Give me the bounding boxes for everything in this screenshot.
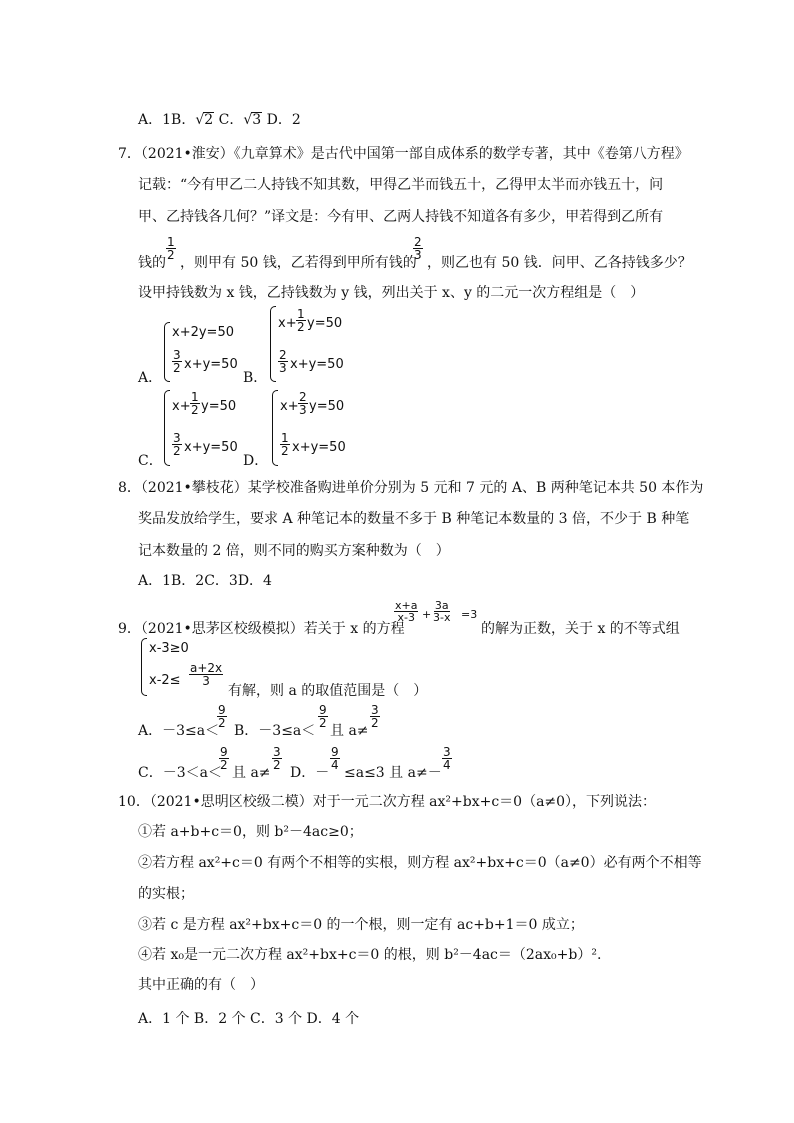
denominator: 2	[371, 716, 379, 730]
numerator: 9	[319, 703, 327, 717]
q7-option-d-frac1	[298, 391, 308, 416]
numerator: 9	[220, 745, 228, 759]
q9-option-d-frac1	[330, 746, 340, 771]
q7-option-b-eq1-pre: x+	[278, 316, 297, 331]
q7-option-a-eq1: x+2y=50	[172, 325, 234, 340]
numerator: x+a	[395, 599, 418, 612]
numerator: 3	[443, 745, 451, 759]
q9-option-c[interactable]: C．－3＜a＜	[138, 765, 222, 781]
numerator: 3	[173, 348, 181, 362]
q7-line-4b: ，则甲有 50 钱，乙若得到甲所有钱的	[180, 255, 417, 271]
numerator: 2	[279, 348, 287, 362]
numerator: 1	[281, 431, 289, 445]
q8-line-3: 记本数量的 2 倍，则不同的购买方案种数为（ ）	[138, 543, 450, 559]
sqrt-sign: √	[195, 112, 205, 128]
brace-icon	[272, 390, 278, 466]
q7-option-c-eq2: x+y=50	[184, 440, 238, 455]
denominator: 2	[173, 361, 181, 375]
q7-frac-half	[166, 236, 176, 261]
q9-eq-equals: =3	[461, 608, 478, 621]
q9-option-c-frac2	[272, 746, 282, 771]
denominator: 4	[443, 758, 451, 772]
q9-option-a-frac	[217, 704, 227, 729]
q9-option-b-frac1	[318, 704, 328, 729]
numerator: 3	[273, 745, 281, 759]
brace-icon	[164, 390, 170, 466]
q7-option-c-eq1-pre: x+	[172, 399, 191, 414]
denominator: 4	[331, 758, 339, 772]
q9-system-eq2-pre: x-2≤	[149, 673, 181, 688]
denominator: 2	[220, 758, 228, 772]
numerator: 1	[191, 390, 199, 404]
q7-option-b-frac2	[278, 349, 288, 374]
q7-option-b-eq1-post: y=50	[307, 316, 343, 331]
q7-option-b-frac1	[296, 308, 306, 333]
q9-eq-frac1	[394, 600, 418, 623]
denominator: x-3	[397, 611, 415, 624]
q7-option-b-eq2: x+y=50	[290, 357, 344, 372]
q10-item-2a: ②若方程 ax²+c＝0 有两个不相等的实根，则方程 ax²+bx+c＝0（a≠0）必有两个不相等	[138, 855, 702, 871]
q7-line-3: 甲、乙持钱各几何？”译文是：今有甲、乙两人持钱不知道各有多少，甲若得到乙所有	[138, 209, 664, 225]
q7-option-d-eq1-post: y=50	[309, 399, 345, 414]
q7-option-d-label[interactable]: D．	[243, 453, 269, 469]
q8-line-2: 奖品发放给学生，要求 A 种笔记本的数量不多于 B 种笔记本数量的 3 倍，不少于 B 种笔	[138, 511, 690, 527]
q9-eq-plus: +	[422, 608, 432, 621]
denominator: 2	[273, 758, 281, 772]
q7-frac-two-thirds	[413, 236, 423, 261]
denominator: 3	[414, 248, 422, 262]
denominator: 2	[297, 320, 305, 334]
denominator: 2	[319, 716, 327, 730]
denominator: 3-x	[433, 611, 451, 624]
q7-option-a-eq2: x+y=50	[184, 357, 238, 372]
numerator: 9	[331, 745, 339, 759]
q6-option-c-value: 3	[252, 112, 262, 128]
q9-line-1: 9．（2021•思茅区校级模拟）若关于 x 的方程	[118, 621, 405, 637]
q7-option-c-eq1-post: y=50	[201, 399, 237, 414]
denominator: 2	[191, 403, 199, 417]
q7-option-c-frac1	[190, 391, 200, 416]
q7-option-d-eq2: x+y=50	[292, 440, 346, 455]
q10-options[interactable]: A．1 个 B．2 个 C．3 个 D．4 个	[138, 1011, 360, 1027]
q7-option-d-frac2	[280, 432, 290, 457]
brace-icon	[270, 306, 276, 382]
q9-option-d-frac2	[442, 746, 452, 771]
numerator: a+2x	[190, 661, 223, 675]
denominator: 3	[202, 674, 210, 688]
q10-item-4: ④若 x₀是一元二次方程 ax²+bx+c＝0 的根，则 b²－4ac＝（2ax₀+b）².	[138, 947, 602, 963]
q9-option-c-mid: 且 a≠	[232, 765, 271, 781]
q7-line-2: 记载：“今有甲乙二人持钱不知其数，甲得乙半而钱五十，乙得甲太半而亦钱五十，问	[138, 177, 664, 193]
numerator: 2	[299, 390, 307, 404]
q9-system-frac	[189, 662, 223, 687]
q10-item-1: ①若 a+b+c＝0，则 b²－4ac≥0；	[138, 824, 363, 840]
denominator: 2	[281, 444, 289, 458]
q6-option-b: B．	[171, 112, 196, 128]
q9-option-d[interactable]: D．－	[290, 765, 330, 781]
numerator: 1	[167, 235, 175, 249]
q9-eq-frac2	[432, 600, 451, 623]
numerator: 1	[297, 307, 305, 321]
q9-line-1b: 的解为正数，关于 x 的不等式组	[481, 621, 680, 637]
numerator: 2	[414, 235, 422, 249]
denominator: 3	[299, 403, 307, 417]
q6-option-b-value: 2	[204, 112, 214, 128]
q6-option-c: C．	[218, 112, 244, 128]
q7-option-b-label[interactable]: B．	[243, 370, 268, 386]
q10-line-1: 10．（2021•思明区校级二模）对于一元二次方程 ax²+bx+c＝0（a≠0），下列说法：	[118, 794, 657, 810]
q7-option-c-frac2	[172, 432, 182, 457]
q9-system-eq1: x-3≥0	[149, 641, 189, 656]
q9-line-2: 有解，则 a 的取值范围是（ ）	[228, 683, 428, 699]
numerator: 3a	[434, 599, 449, 612]
q7-option-a-frac	[172, 349, 182, 374]
sqrt-sign: √	[243, 112, 253, 128]
numerator: 9	[218, 703, 226, 717]
denominator: 2	[218, 716, 226, 730]
denominator: 3	[279, 361, 287, 375]
q7-option-c-label[interactable]: C．	[138, 453, 163, 469]
q7-line-4c: ，则乙也有 50 钱．问甲、乙各持钱多少？	[427, 255, 692, 271]
q9-option-c-frac1	[219, 746, 229, 771]
numerator: 3	[371, 703, 379, 717]
q8-line-1: 8．（2021•攀枝花）某学校准备购进单价分别为 5 元和 7 元的 A、B 两种笔记本共 50 本作为	[118, 480, 704, 496]
q10-prompt: 其中正确的有（ ）	[138, 977, 264, 993]
q9-option-b-mid: 且 a≠	[330, 723, 369, 739]
q7-line-5: 设甲持钱数为 x 钱，乙持钱数为 y 钱，列出关于 x、y 的二元一次方程组是（ ）	[138, 285, 645, 301]
brace-icon	[141, 638, 147, 696]
q7-option-d-eq1-pre: x+	[280, 399, 299, 414]
q6-option-a: A．1	[138, 112, 172, 128]
q7-option-a-label[interactable]: A．	[138, 370, 163, 386]
numerator: 3	[173, 431, 181, 445]
q9-option-d-mid: ≤a≤3 且 a≠－	[344, 765, 442, 781]
q10-item-2b: 的实根；	[138, 886, 194, 902]
q9-option-b-frac2	[370, 704, 380, 729]
brace-icon	[164, 322, 170, 382]
denominator: 2	[167, 248, 175, 262]
denominator: 2	[173, 444, 181, 458]
q9-option-a[interactable]: A．－3≤a＜	[138, 723, 220, 739]
q6-option-d: D．2	[266, 112, 301, 128]
q7-line-4a: 钱的	[138, 255, 166, 271]
q6-options	[138, 112, 301, 127]
q9-option-b[interactable]: B．－3≤a＜	[234, 723, 316, 739]
q8-options[interactable]: A．1B．2C．3D．4	[138, 573, 272, 589]
q7-line-1: 7．（2021•淮安）《九章算术》是古代中国第一部自成体系的数学专著，其中《卷第八方程》	[118, 146, 689, 162]
q10-item-3: ③若 c 是方程 ax²+bx+c＝0 的一个根，则一定有 ac+b+1＝0 成立；	[138, 917, 584, 933]
